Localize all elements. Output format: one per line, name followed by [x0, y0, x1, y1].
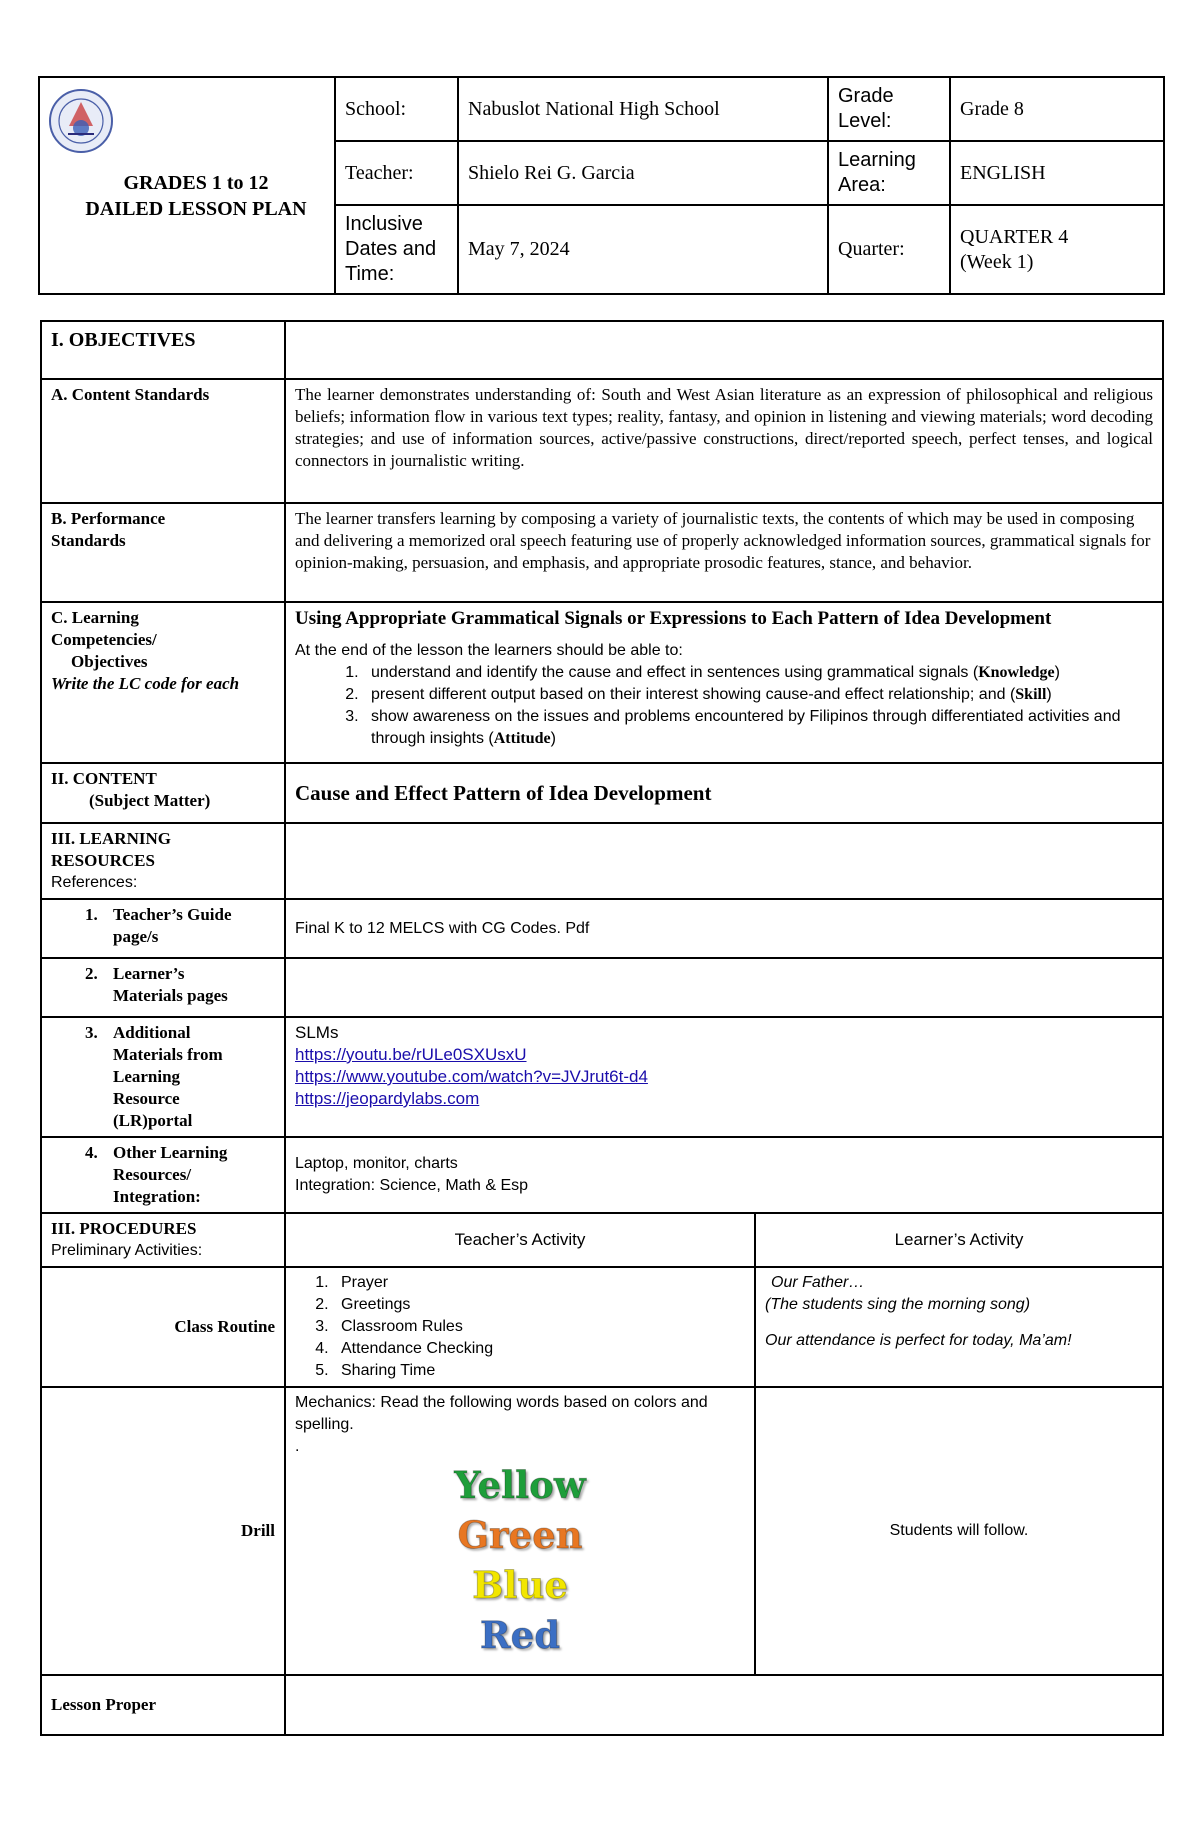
routine-item: 1. Prayer	[333, 1272, 745, 1294]
content-topic: Cause and Effect Pattern of Idea Development	[285, 763, 1163, 823]
resource-link-youtube-short[interactable]: https://youtu.be/rULe0SXUsxU	[295, 1045, 527, 1064]
references-label: References:	[51, 874, 138, 891]
learning-area-label: Learning Area:	[828, 141, 950, 205]
drill-dot: .	[295, 1438, 300, 1455]
other-resources-label: 4. Other Learning Resources/ Integration:	[41, 1137, 285, 1213]
quarter-value	[950, 205, 1164, 294]
dates-label: Inclusive Dates and Time:	[335, 205, 458, 294]
objectives-heading: I. OBJECTIVES	[41, 321, 285, 379]
resources-blank	[285, 823, 1163, 899]
header-title-line1: GRADES 1 to 12	[123, 171, 269, 194]
deped-seal-icon	[48, 88, 114, 154]
competencies-label-line1: C. Learning	[51, 608, 139, 627]
learners-materials-value	[285, 958, 1163, 1017]
other-resources-value	[285, 1137, 1163, 1213]
competency-intro: At the end of the lesson the learners should be able to:	[295, 642, 683, 659]
drill-word: Red	[479, 1613, 561, 1657]
quarter-label: Quarter:	[828, 205, 950, 294]
header-title-line2: DAILED LESSON PLAN	[85, 197, 307, 220]
additional-materials-label: 3. Additional Materials from Learning Resource (LR)portal	[41, 1017, 285, 1137]
additional-materials-value	[285, 1017, 1163, 1137]
procedures-heading: III. PROCEDURES	[51, 1219, 197, 1238]
class-routine-teacher	[285, 1267, 755, 1387]
resources-heading-line2: RESOURCES	[51, 851, 155, 870]
grade-level-value: Grade 8	[950, 77, 1164, 141]
drill-learner: Students will follow.	[755, 1387, 1163, 1675]
drill-teacher	[285, 1387, 755, 1675]
learning-area-value: ENGLISH	[950, 141, 1164, 205]
other-resources-line1: Laptop, monitor, charts	[295, 1155, 458, 1172]
routine-item: 4. Attendance Checking	[333, 1338, 745, 1360]
other-resources-line2: Integration: Science, Math & Esp	[295, 1177, 529, 1194]
lesson-plan-table	[40, 320, 1164, 1736]
dates-value: May 7, 2024	[458, 205, 828, 294]
competencies-cell	[285, 602, 1163, 763]
school-label: School:	[335, 77, 458, 141]
drill-mechanics: Mechanics: Read the following words based on colors and spelling.	[295, 1394, 708, 1433]
competencies-label-line2: Competencies/	[51, 630, 157, 649]
header-brand-cell	[39, 77, 335, 294]
drill-word: Yellow	[454, 1463, 586, 1507]
learner-routine-line2: (The students sing the morning song)	[765, 1296, 1031, 1313]
learner-routine-line1: Our Father…	[771, 1274, 865, 1291]
resources-label	[41, 823, 285, 899]
competency-list	[295, 662, 1153, 750]
competency-item: 1. understand and identify the cause and effect in sentences using grammatical signals (Knowledge)	[363, 662, 1153, 684]
teacher-label: Teacher:	[335, 141, 458, 205]
routine-item: 5. Sharing Time	[333, 1360, 745, 1382]
competencies-label-line3: Objectives	[71, 652, 148, 671]
teacher-activity-header: Teacher’s Activity	[285, 1213, 755, 1267]
performance-standards-text: The learner transfers learning by composing a variety of journalistic texts, the contents of which may be used in composing and delivering a memorized oral speech featuring use of properly acknowledged information sources, grammatical signals for opinion-making, persuasion, and emphasis, and appropriate prosodic features, stance, and behavior.	[285, 503, 1163, 602]
learner-activity-header: Learner’s Activity	[755, 1213, 1163, 1267]
performance-standards-label-line1: B. Performance	[51, 509, 166, 528]
resource-link-jeopardylabs[interactable]: https://jeopardylabs.com	[295, 1089, 480, 1108]
quarter-line1: QUARTER 4	[960, 225, 1069, 248]
lesson-proper-blank	[285, 1675, 1163, 1735]
quarter-line2: (Week 1)	[960, 250, 1034, 273]
drill-words	[295, 1460, 745, 1660]
drill-word: Green	[457, 1513, 583, 1557]
competency-item: 3. show awareness on the issues and problems encountered by Filipinos through differentiated activities and through insights (Attitude)	[363, 706, 1153, 750]
learners-materials-label: 2. Learner’s Materials pages	[41, 958, 285, 1017]
competencies-label	[41, 602, 285, 763]
drill-label: Drill	[41, 1387, 285, 1675]
preliminary-label: Preliminary Activities:	[51, 1242, 203, 1259]
performance-standards-label	[41, 503, 285, 602]
content-label-line2: (Subject Matter)	[89, 791, 211, 810]
competency-title: Using Appropriate Grammatical Signals or Expressions to Each Pattern of Idea Development	[295, 608, 1052, 629]
teachers-guide-label: 1. Teacher’s Guide page/s	[41, 899, 285, 958]
routine-item: 2. Greetings	[333, 1294, 745, 1316]
grade-level-label: Grade Level:	[828, 77, 950, 141]
objectives-blank	[285, 321, 1163, 379]
lesson-proper-label: Lesson Proper	[41, 1675, 285, 1735]
class-routine-learner	[755, 1267, 1163, 1387]
routine-list	[295, 1272, 745, 1382]
resource-link-youtube[interactable]: https://www.youtube.com/watch?v=JVJrut6t-d4	[295, 1067, 648, 1086]
competencies-label-line4: Write the LC code for each	[51, 674, 240, 693]
header-table	[38, 76, 1165, 295]
teacher-value: Shielo Rei G. Garcia	[458, 141, 828, 205]
content-label-line1: II. CONTENT	[51, 769, 157, 788]
routine-item: 3. Classroom Rules	[333, 1316, 745, 1338]
drill-word: Blue	[472, 1563, 568, 1607]
slms-text: SLMs	[295, 1023, 339, 1042]
content-standards-label: A. Content Standards	[41, 379, 285, 503]
competency-item: 2. present different output based on their interest showing cause-and effect relationship; and (Skill)	[363, 684, 1153, 706]
class-routine-label: Class Routine	[41, 1267, 285, 1387]
resources-heading-line1: III. LEARNING	[51, 829, 171, 848]
performance-standards-label-line2: Standards	[51, 531, 126, 550]
learner-routine-line3: Our attendance is perfect for today, Ma’am!	[765, 1332, 1072, 1349]
teachers-guide-value: Final K to 12 MELCS with CG Codes. Pdf	[285, 899, 1163, 958]
school-value: Nabuslot National High School	[458, 77, 828, 141]
content-standards-text: The learner demonstrates understanding of: South and West Asian literature as an expression of philosophical and religious beliefs; information flow in various text types; reality, fantasy, and opinion in listening and viewing materials; word decoding strategies; and use of information sources, active/passive constructions, direct/reported speech, perfect tenses, and logical connectors in journalistic writing.	[285, 379, 1163, 503]
procedures-label	[41, 1213, 285, 1267]
content-label	[41, 763, 285, 823]
